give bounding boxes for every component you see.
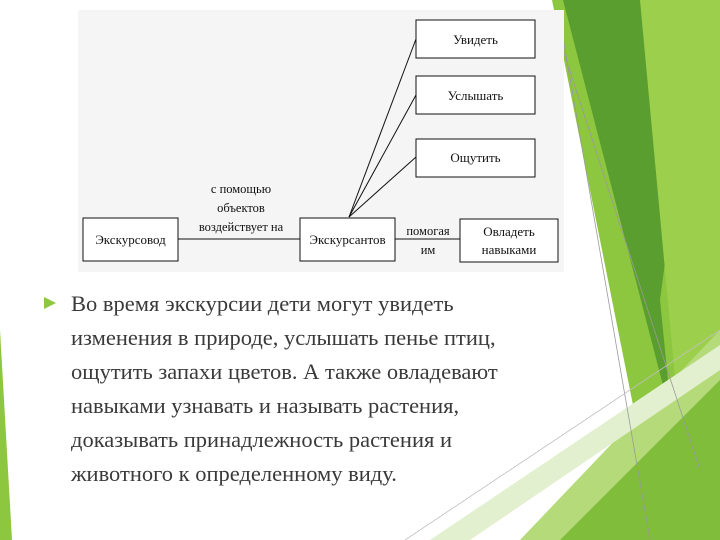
- node-guide: [83, 218, 178, 261]
- paragraph-line: Во время экскурсии дети могут увидеть: [71, 291, 454, 316]
- edge-visitors-see: [349, 39, 416, 217]
- edge-label-line-2: объектов: [217, 201, 265, 215]
- edge-label-visitors-skills: [406, 224, 450, 257]
- node-hear-label: Услышать: [447, 88, 504, 103]
- paragraph-text: [71, 287, 621, 491]
- paragraph-line: изменения в природе, услышать пенье птиц,: [71, 325, 496, 350]
- node-skills: [460, 219, 558, 262]
- node-visitors: [300, 218, 395, 261]
- node-hear: [416, 76, 535, 114]
- node-feel-label: Ощутить: [450, 150, 501, 165]
- bullet-arrow-icon: [44, 297, 56, 309]
- paragraph-line: ощутить запахи цветов. А также овладевают: [71, 359, 498, 384]
- paragraph-line: навыками узнавать и называть растения,: [71, 393, 460, 418]
- node-skills-label-2: навыками: [481, 242, 537, 257]
- edge-label-guide-visitors: [199, 182, 284, 234]
- edge-visitors-hear: [349, 95, 416, 217]
- node-see-label: Увидеть: [453, 32, 498, 47]
- edge-label-line-2: им: [420, 243, 436, 257]
- edge-label-line-1: с помощью: [210, 182, 272, 196]
- edge-label-line-1: помогая: [406, 224, 450, 238]
- node-see: [416, 20, 535, 58]
- edge-visitors-feel: [349, 157, 416, 217]
- node-feel: [416, 139, 535, 177]
- node-skills-label-1: Овладеть: [483, 224, 535, 239]
- node-guide-label: Экскурсовод: [95, 232, 166, 247]
- node-visitors-label: Экскурсантов: [309, 232, 386, 247]
- edge-label-line-3: воздействует на: [198, 220, 284, 234]
- paragraph-line: доказывать принадлежность растения и: [71, 427, 452, 452]
- paragraph-line: животного к определенному виду.: [71, 461, 397, 486]
